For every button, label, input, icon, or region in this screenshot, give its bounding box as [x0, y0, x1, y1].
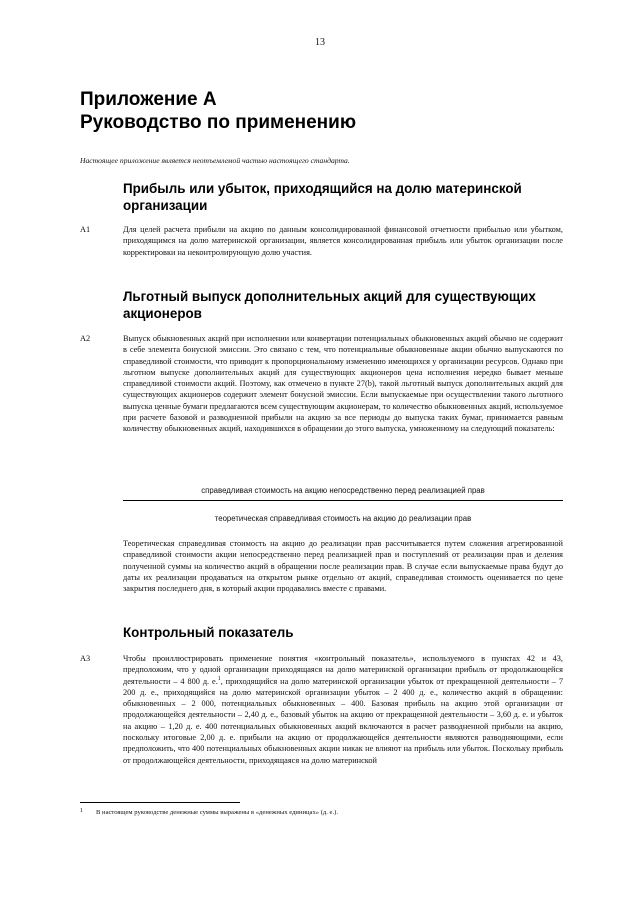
appendix-title	[80, 88, 560, 134]
paragraph-a3-part-a: Чтобы проиллюстрировать применение понятия «контрольный показатель», используемого в пунктах 42 и 43, предположим, что у одной организации приходящаяся на долю материнской организации прибыль от продолжающейся деятельности – 4 800 д. е.	[123, 654, 563, 686]
appendix-title-line2: Руководство по применению	[80, 112, 357, 133]
footnote-reference: 1	[217, 675, 221, 682]
paragraph-a3-part-b: , приходящийся на долю материнской организации убыток от прекращенной деятельности – 7 200 д. е., приходящийся на долю материнской организации убыток – 2 400 д. е., количество акций в обращении: обыкновенных – 2 000, потенциальных обыкновенных – 400. Базовая прибыль на акцию этой организации от продолжающейся деятельности – 2,40 д. е., базовый убыток на акцию от прекращенной деятельности – 3,60 д. е. и убыток на акцию – 1,20 д. е. 400 потенциальных обыкновенных акций включаются в расчет разводненной прибыли на акцию, поскольку итоговые 2,00 д. е. прибыли на акцию от продолжающейся деятельности являются разводняющими, если предположить, что 400 потенциальных обыкновенных акции никак не влияют на прибыль или убыток. Поскольку прибыль от продолжающейся деятельности, приходящаяся на долю материнской	[123, 676, 563, 765]
section-heading-control-number: Контрольный показатель	[123, 625, 294, 640]
appendix-title-line1: Приложение А	[80, 89, 217, 110]
paragraph-a2: Выпуск обыкновенных акций при исполнении или конвертации потенциальных обыкновенных акций обычно не содержит в себе элемента бонусной эмиссии. Это связано с тем, что потенциальные обыкновенные акции обычно выпускаются по справедливой стоимости, что приводит к пропорциональному изменению имеющихся у организации ресурсов. Однако при льготном выпуске дополнительных акций для существующих акционеров цена исполнения нередко бывает меньше справедливой стоимости акций. Поэтому, как отмечено в пункте 27(b), такой льготный выпуск дополнительных акций для существующих акционеров содержит элемент бонусной эмиссии. Если выпускаемые при осуществлении такого льготного выпуска ценные бумаги предлагаются всем существующим акционерам, то количество обыкновенных акций, используемое при расчете базовой и разводненной прибыли на акцию за все периоды до выпуска таких бумаг, принимается равным количеству обыкновенных акций, находившихся в обращении до этого выпуска, умноженному на следующий показатель:	[123, 334, 563, 434]
paragraph-a1: Для целей расчета прибыли на акцию по данным консолидированной финансовой отчетности прибылью или убытком, приходящимся на долю материнской организации, является консолидированная прибыль или убыток организации после корректировки на неконтролирующую долю участия.	[123, 225, 563, 257]
paragraph-number-a2: A2	[80, 334, 91, 343]
formula-fraction-line	[123, 500, 563, 501]
appendix-intro: Настоящее приложение является неотъемлемой частью настоящего стандарта.	[80, 156, 350, 165]
paragraph-a2-continued: Теоретическая справедливая стоимость на акцию до реализации прав рассчитывается путем сложения агрегированной справедливой стоимости акции непосредственно перед реализацией прав и поступлений от реализации прав и деления полученной суммы на количество акций в обращении после реализации прав. В случае если выпускаемые права будут до даты их реализации продаваться на открытом рынке отдельно от акций, справедливая стоимость оценивается по цене закрытия последнего дня, в который акции продавались вместе с правами.	[123, 539, 563, 594]
section-heading-parent-profit: Прибыль или убыток, приходящийся на долю материнской организации	[123, 181, 522, 213]
formula-numerator: справедливая стоимость на акцию непосредственно перед реализацией прав	[201, 486, 485, 495]
footnote-mark: 1	[80, 808, 83, 814]
paragraph-number-a1: A1	[80, 225, 91, 234]
footnote-text: В настоящем руководстве денежные суммы выражены в «денежных единицах» (д. е.).	[96, 809, 338, 816]
section-heading-rights-issue: Льготный выпуск дополнительных акций для существующих акционеров	[123, 289, 536, 321]
footnote-separator	[80, 802, 240, 803]
paragraph-a3	[123, 653, 563, 766]
page-number: 13	[315, 37, 325, 48]
paragraph-number-a3: A3	[80, 654, 91, 663]
formula-denominator: теоретическая справедливая стоимость на акцию до реализации прав	[214, 514, 472, 523]
